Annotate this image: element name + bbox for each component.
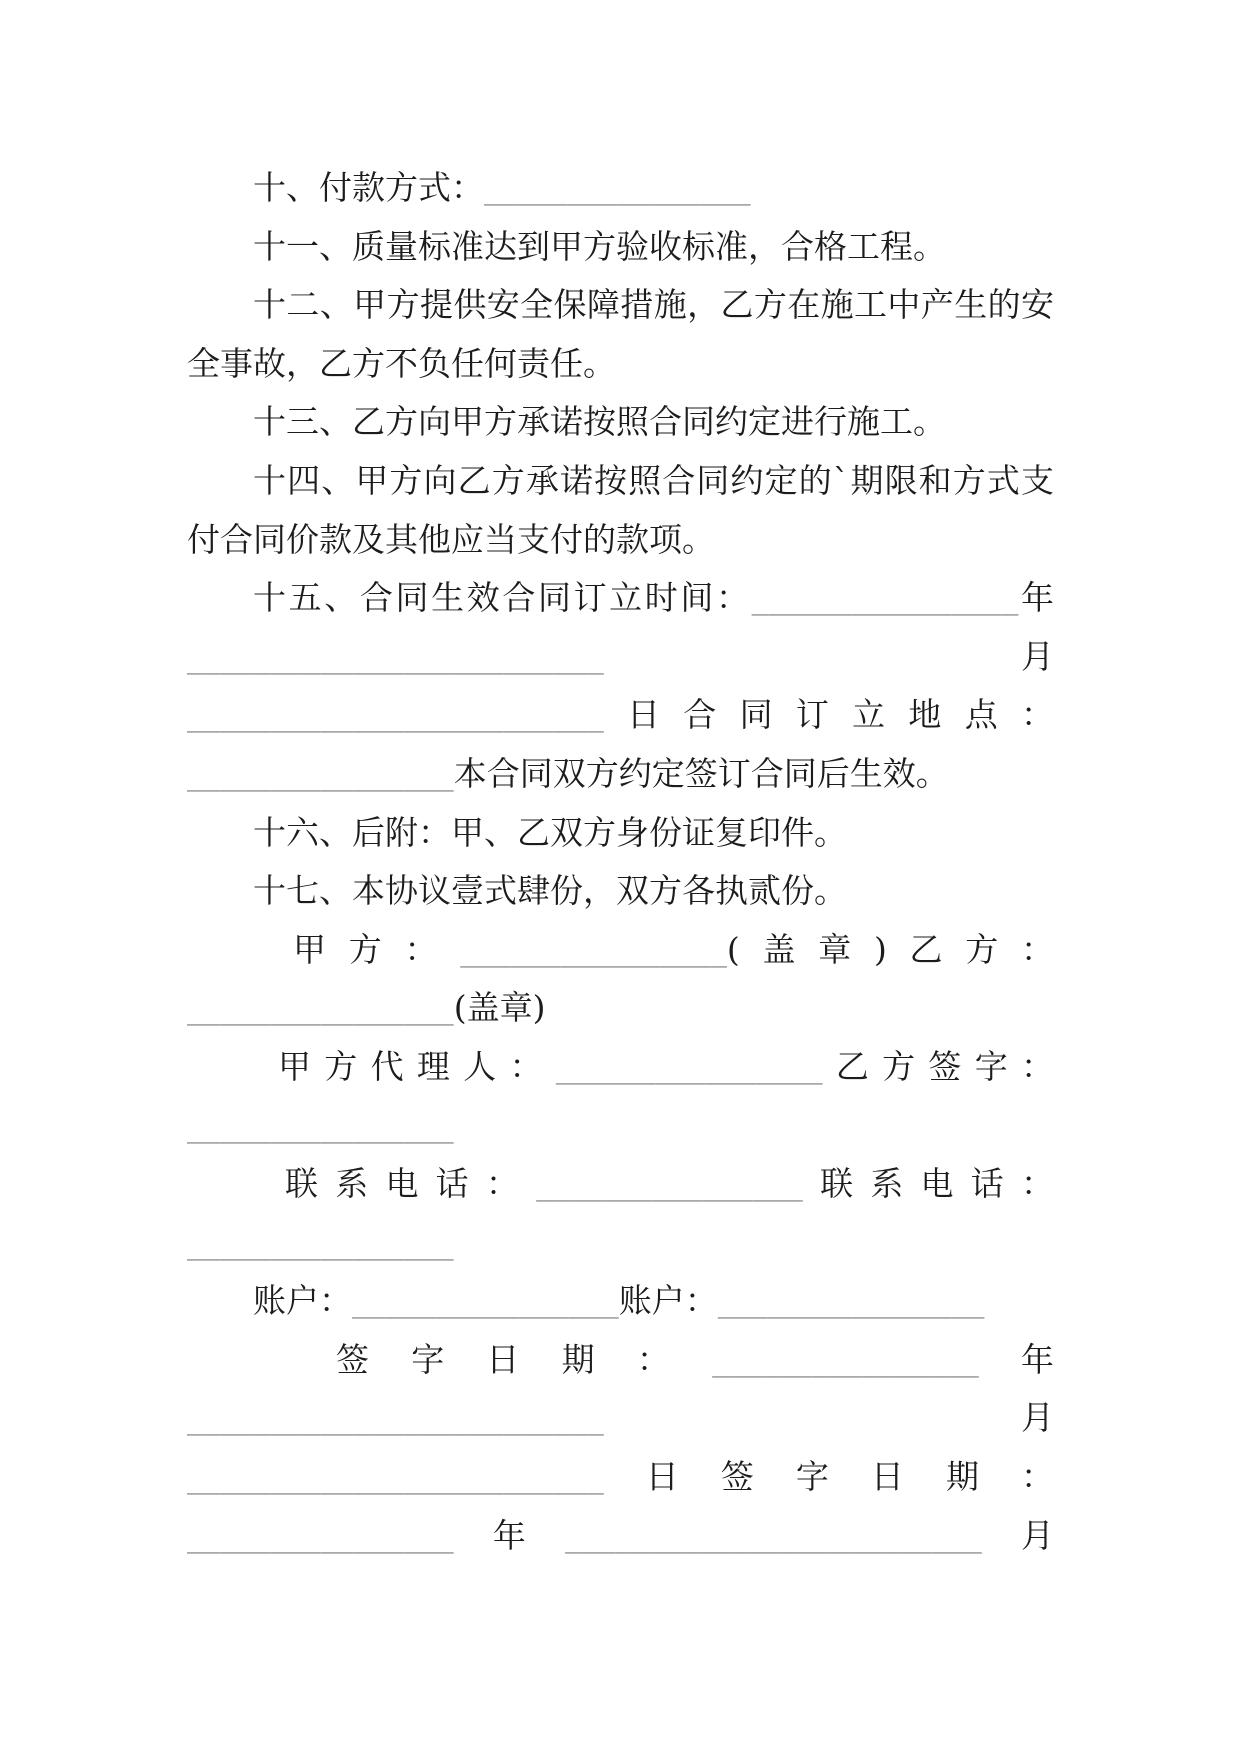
signing-date-line-4 [187,1507,1054,1566]
agent-signature-row [187,1038,1054,1155]
fill-in-blank: ________________ [187,1110,454,1144]
fill-in-blank: ________________ [555,1051,823,1085]
clause-text: 全事故，乙方不负任何责任。 [187,343,616,383]
clause-12-line-2 [187,335,1054,394]
clause-text: 年 [1018,578,1055,618]
clause-17-line-1 [187,862,1054,921]
clause-14 [187,452,1054,569]
clause-15-line-3 [187,686,1054,745]
clause-text: 十三、乙方向甲方承诺按照合同约定进行施工。 [253,402,946,442]
clause-text: 十六、后附：甲、乙双方身份证复印件。 [253,812,847,852]
signature-label: 联系电话： [285,1164,537,1204]
clause-15 [187,569,1054,803]
signature-label: 账户： [253,1281,352,1321]
signature-label: 年 [453,1515,566,1555]
signing-date-line-3 [187,1448,1054,1507]
account-line-1 [187,1272,1054,1331]
clause-16 [187,804,1054,863]
phone-row [187,1155,1054,1272]
clause-text: 付合同价款及其他应当支付的款项。 [187,519,715,559]
contract-page [187,159,1054,1565]
signature-label: 年 [978,1339,1055,1379]
clause-text: 本合同双方约定签订合同后生效。 [453,753,949,793]
signature-label: 甲方代理人： [278,1046,556,1086]
clause-11-line-1 [187,218,1054,277]
phone-line-1 [187,1155,1054,1214]
fill-in-blank: _________________________ [565,1520,982,1554]
clause-text: 十二、甲方提供安全保障措施，乙方在施工中产生的安 [253,285,1054,325]
fill-in-blank: _________________________ [187,1403,604,1437]
agent-signature-line-2 [187,1097,1054,1156]
clause-text: 日合同订立地点： [603,695,1054,735]
clause-text: 月 [603,636,1054,676]
clause-16-line-1 [187,804,1054,863]
signature-label: 月 [603,1398,1054,1438]
fill-in-blank: ________________ [717,1286,985,1320]
signature-label: 账户： [618,1281,718,1321]
fill-in-blank: _________________________ [187,641,604,675]
signing-date-line-1 [187,1331,1054,1390]
account-row [187,1272,1054,1331]
signature-label: 日签字日期： [603,1457,1054,1497]
signature-label: 甲方： [293,929,461,969]
signature-block [187,921,1054,1566]
clause-11 [187,218,1054,277]
clause-13-line-1 [187,393,1054,452]
signature-label: 联系电话： [802,1164,1055,1204]
clause-text: 十七、本协议壹式肆份，双方各执贰份。 [253,871,847,911]
fill-in-blank: ________________ [712,1344,979,1378]
signing-date-row [187,1331,1054,1565]
clause-12 [187,276,1054,393]
fill-in-blank: ________________ [187,758,454,792]
clause-12-line-1 [187,276,1054,335]
fill-in-blank: ________________ [751,583,1019,617]
clause-15-line-1 [187,569,1054,628]
party-seal-line-2 [187,979,1054,1038]
signature-label: (盖章)乙方： [726,929,1055,969]
fill-in-blank: ________________ [460,934,727,968]
clause-13 [187,393,1054,452]
fill-in-blank: ________________ [484,173,751,206]
clause-text: 十、付款方式： [253,168,484,207]
fill-in-blank: _________________________ [187,1462,604,1496]
party-seal-line-1 [187,921,1054,980]
clause-17 [187,862,1054,921]
fill-in-blank: ________________ [352,1286,619,1320]
fill-in-blank: ________________ [187,993,454,1027]
clause-text: 十四、甲方向乙方承诺按照合同约定的`期限和方式支 [253,460,1054,500]
signing-date-line-2 [187,1389,1054,1448]
signature-label: 签字日期： [336,1339,713,1379]
fill-in-blank: ________________ [187,1520,454,1554]
fill-in-blank: ________________ [536,1169,803,1203]
clause-text: 十一、质量标准达到甲方验收标准，合格工程。 [253,226,946,266]
party-seal-row [187,921,1054,1038]
signature-label: 月 [981,1515,1055,1555]
clause-10 [187,159,1054,218]
clause-14-line-2 [187,511,1054,570]
clause-15-line-2 [187,628,1054,687]
clause-10-line-1 [187,159,1054,218]
clause-15-line-4 [187,745,1054,804]
signature-label: 乙方签字： [822,1046,1055,1086]
clause-text: 十五、合同生效合同订立时间： [253,578,752,618]
fill-in-blank: _________________________ [187,700,604,734]
clause-14-line-1 [187,452,1054,511]
phone-line-2 [187,1214,1054,1273]
fill-in-blank: ________________ [187,1227,454,1261]
signature-label: (盖章) [453,988,546,1028]
agent-signature-line-1 [187,1038,1054,1097]
